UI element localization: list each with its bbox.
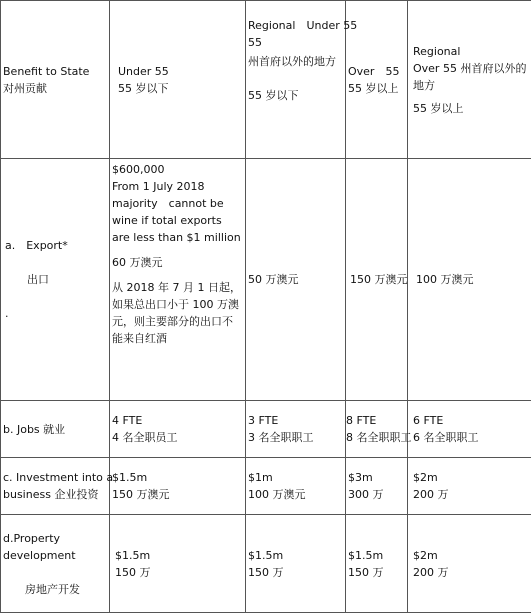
header-regional-over55-age: 55 岁以上 — [413, 101, 464, 115]
export-under55 — [110, 159, 246, 401]
jobs-regional-under55: 3 FTE 3 名全职职工 — [246, 401, 346, 458]
export-label-mark: . — [5, 307, 9, 320]
export-row — [1, 159, 531, 401]
property-row — [1, 515, 531, 613]
investment-regional-under55: $1m 100 万澳元 — [246, 458, 346, 515]
investment-row — [1, 458, 531, 515]
jobs-under55: 4 FTE 4 名全职员工 — [110, 401, 246, 458]
property-label: d.Property development 房地产开发 — [1, 515, 110, 613]
header-benefit-en: Benefit to State — [3, 64, 90, 78]
investment-under55: $1.5m 150 万澳元 — [110, 458, 246, 515]
export-label-cn: 出口 — [27, 273, 49, 286]
header-benefit-cn: 对州贡献 — [3, 81, 47, 95]
jobs-regional-over55: 6 FTE 6 名全职职工 — [408, 401, 531, 458]
jobs-label: b. Jobs 就业 — [1, 401, 110, 458]
export-under55-amount-cn: 60 万澳元 — [112, 256, 163, 269]
header-over55-cn: 55 岁以上 — [348, 81, 399, 95]
property-regional-under55: $1.5m 150 万 — [246, 515, 346, 613]
header-benefit — [1, 1, 110, 159]
property-under55: $1.5m 150 万 — [110, 515, 246, 613]
header-under55 — [110, 1, 246, 159]
header-regional-over55 — [408, 1, 531, 159]
header-under55-en: Under 55 — [118, 64, 169, 78]
header-under55-cn: 55 岁以下 — [118, 81, 169, 95]
investment-regional-over55: $2m 200 万 — [408, 458, 531, 515]
property-over55: $1.5m 150 万 — [346, 515, 408, 613]
property-regional-over55: $2m 200 万 — [408, 515, 531, 613]
header-row — [1, 1, 531, 159]
export-regional-over55: 100 万澳元 — [408, 159, 531, 401]
investment-label: c. Investment into a business 企业投资 — [1, 458, 110, 515]
investment-over55: $3m 300 万 — [346, 458, 408, 515]
header-regional-over55-cn: Over 55 州首府以外的地方 — [413, 61, 527, 92]
jobs-over55: 8 FTE 8 名全职职工 — [346, 401, 408, 458]
export-regional-under55: 50 万澳元 — [246, 159, 346, 401]
export-under55-amount: $600,000 — [112, 163, 165, 176]
header-regional-under55: Regional Under 55 55 州首府以外的地方 55 岁以下 — [246, 1, 346, 159]
header-over55-en: Over 55 — [348, 64, 400, 78]
export-over55: 150 万澳元 — [346, 159, 408, 401]
header-regional-under55-en: Regional Under 55 — [248, 19, 358, 32]
export-label-en: a. Export* — [5, 239, 68, 252]
export-under55-note: From 1 July 2018 majority cannot be wine if total exports are less than $1 million — [112, 180, 241, 244]
export-under55-note-cn: 从 2018 年 7 月 1 日起，如果总出口小于 100 万澳元，则主要部分的出口不能来自红酒 — [112, 281, 241, 345]
header-regional-under55-cn: 州首府以外的地方 — [248, 55, 336, 68]
header-regional-over55-en: Regional — [413, 44, 461, 58]
jobs-row — [1, 401, 531, 458]
export-label — [1, 159, 110, 401]
header-regional-under55-age: 55 岁以下 — [248, 89, 299, 102]
